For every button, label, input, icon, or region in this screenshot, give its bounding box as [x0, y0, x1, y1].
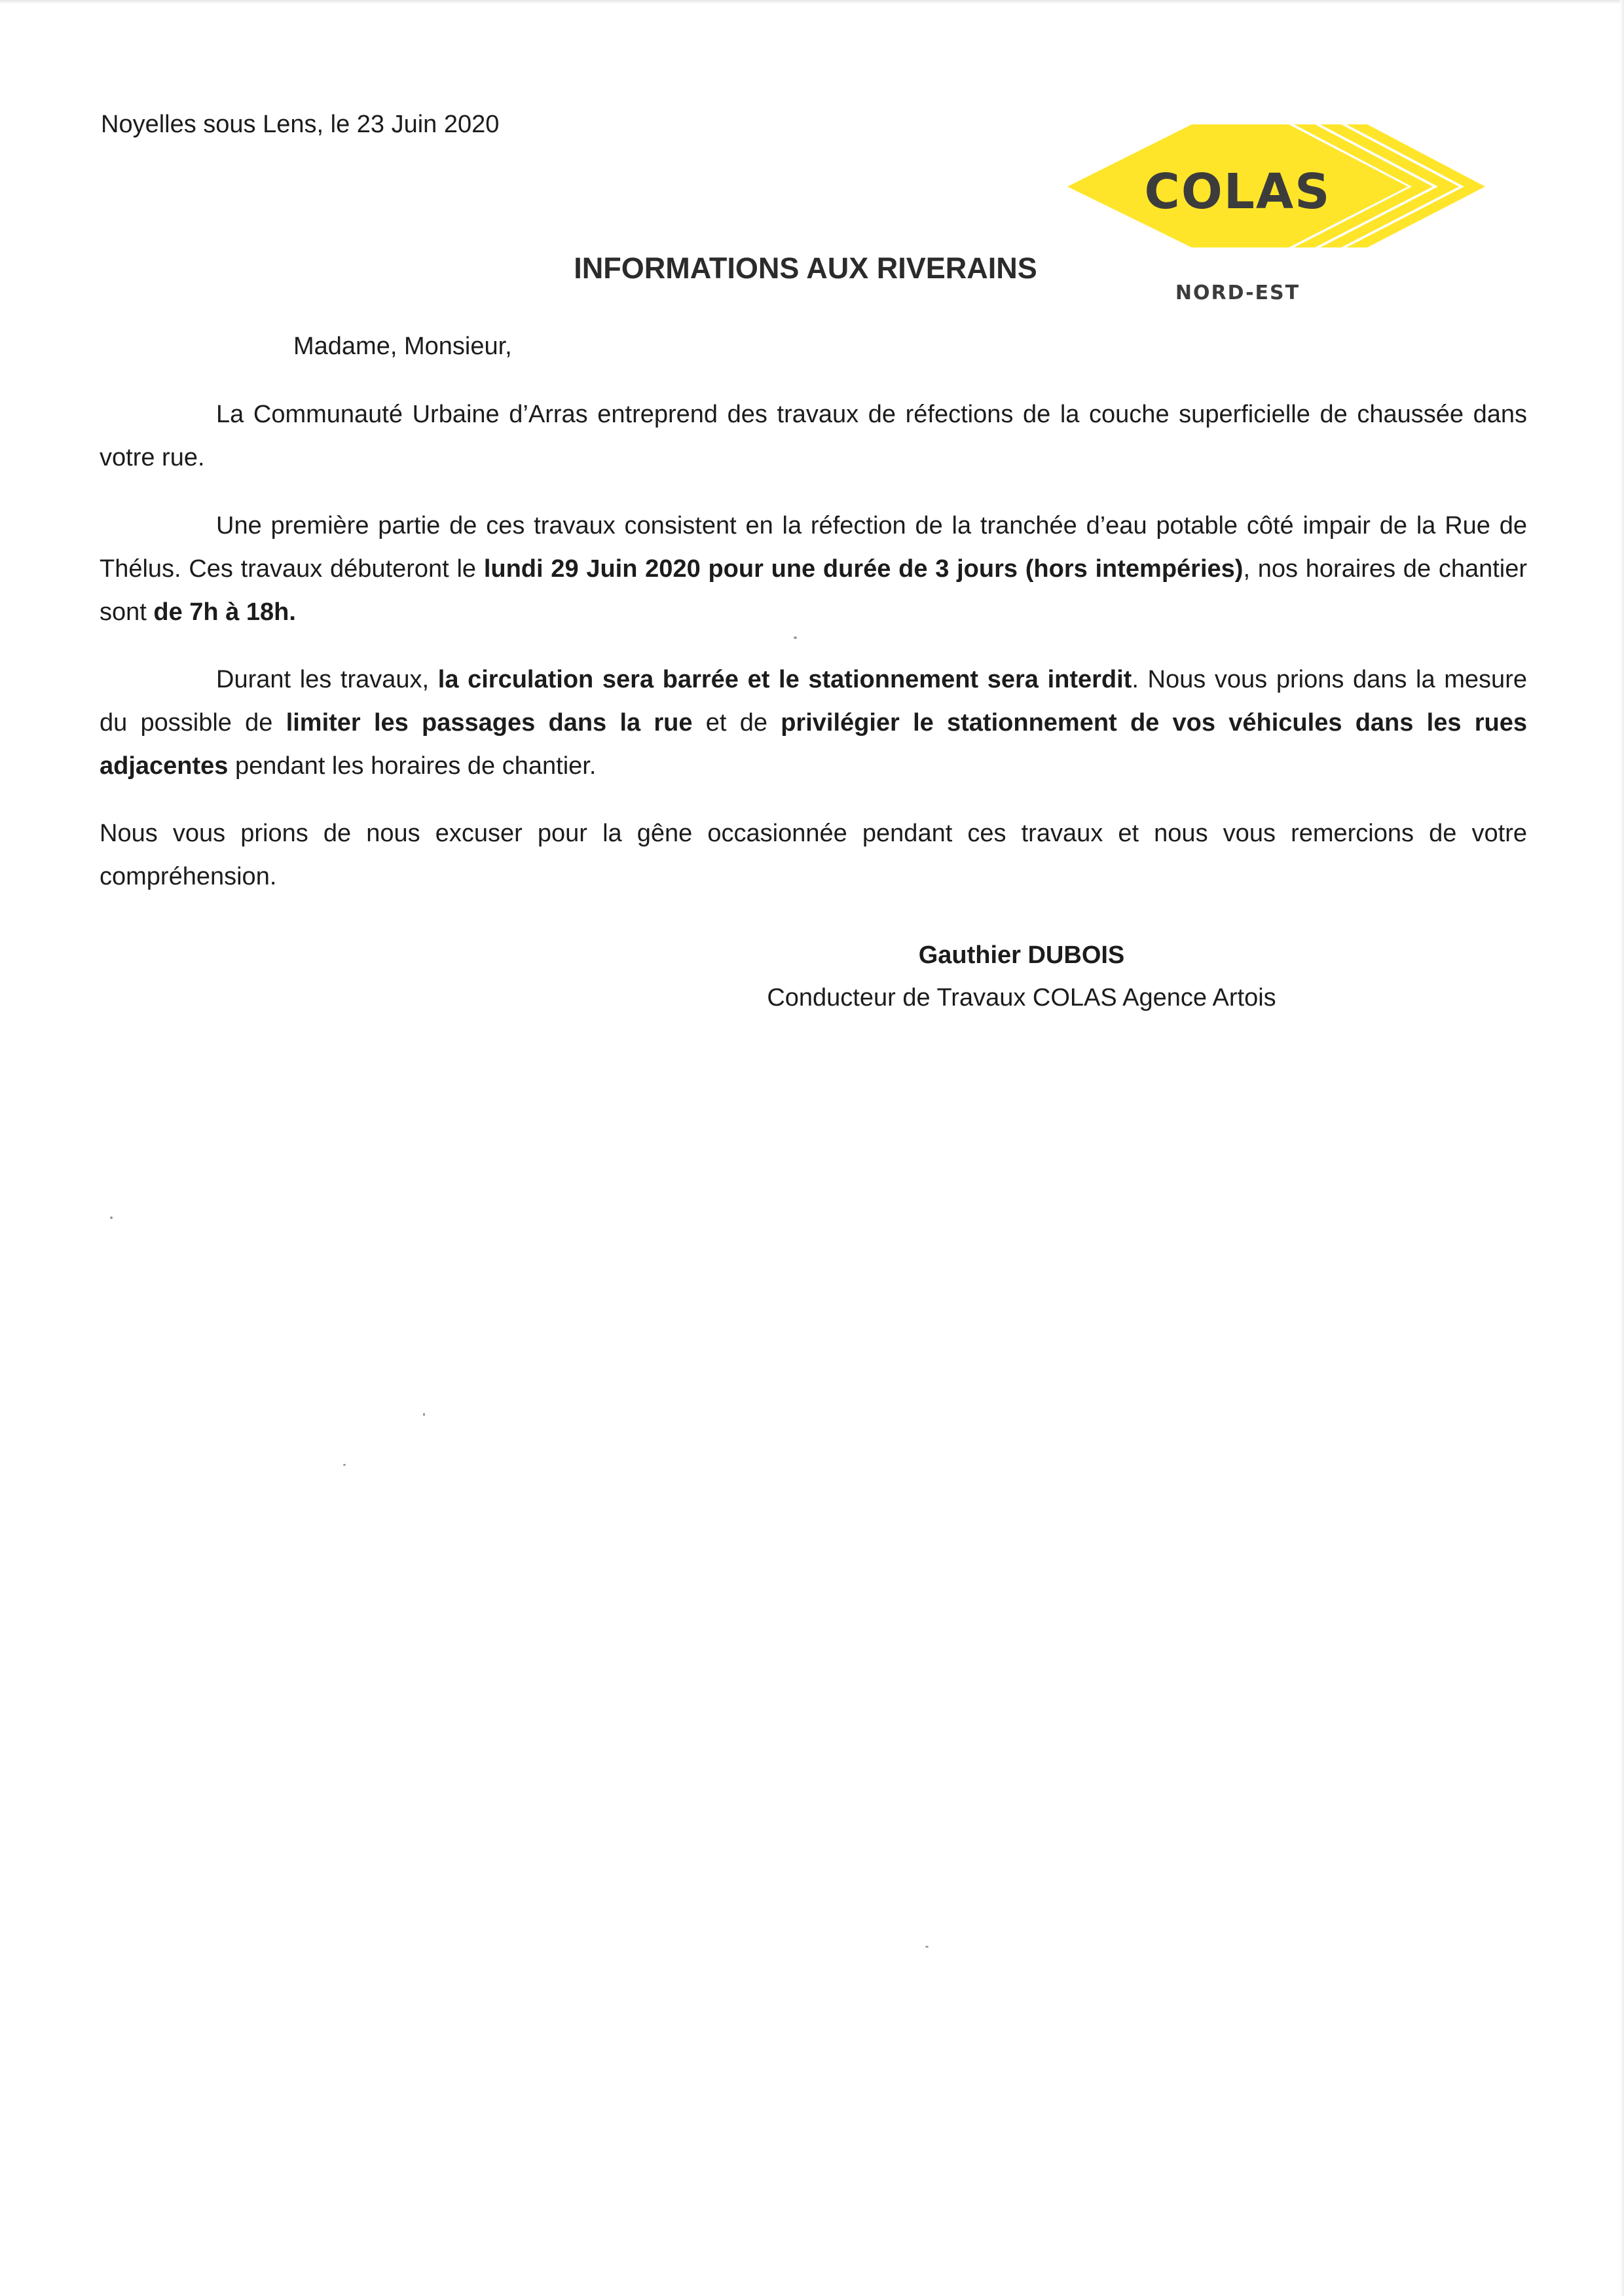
paragraph-2-part-c: , nos horaires de chantier sont: [100, 555, 1528, 626]
scan-edge-top: [0, 0, 1624, 4]
salutation: Madame, Monsieur,: [293, 333, 512, 360]
paragraph-4: [100, 812, 1527, 898]
logo-wordmark: COLAS: [1144, 164, 1331, 220]
paragraph-2-part-a: Une première partie de ces travaux consistent en la réfection de la tranchée d’eau potable côté impair de la Rue de Thélus. Ces travaux débuteront le: [100, 512, 1527, 583]
paragraph-3-part-a: Durant les travaux,: [216, 666, 438, 693]
paragraph-1: [100, 393, 1527, 479]
scan-speck: [343, 1464, 346, 1466]
scan-speck: [110, 1216, 113, 1219]
paragraph-3-part-e: et de: [692, 709, 781, 737]
paragraph-3-part-c: . Nous vous prions dans la mesure du possible de: [100, 666, 1527, 737]
paragraph-3: [100, 658, 1527, 788]
paragraph-2-work-hours: de 7h à 18h.: [153, 598, 296, 626]
scan-speck: [794, 636, 797, 639]
paragraph-3-traffic-notice: la circulation sera barrée et le stationnement sera interdit: [437, 666, 1132, 693]
place-date: Noyelles sous Lens, le 23 Juin 2020: [101, 111, 500, 138]
scan-speck: [925, 1946, 929, 1948]
paragraph-3-part-g: pendant les horaires de chantier.: [228, 752, 597, 780]
paragraph-2: [100, 504, 1527, 634]
paragraph-2-work-dates: lundi 29 Juin 2020 pour une durée de 3 jours (hors intempéries): [483, 555, 1244, 583]
scan-speck: [423, 1413, 425, 1416]
scan-edge-right: [1620, 0, 1624, 2296]
paragraph-1-text: La Communauté Urbaine d’Arras entreprend des travaux de réfections de la couche superficielle de chaussée dans votre rue.: [100, 401, 1527, 471]
signer-name: Gauthier DUBOIS: [918, 941, 1125, 969]
paragraph-4-text: Nous vous prions de nous excuser pour la gêne occasionnée pendant ces travaux et nous vous remercions de votre compréhension.: [100, 820, 1527, 890]
signer-role: Conducteur de Travaux COLAS Agence Artois: [767, 984, 1276, 1011]
paragraph-3-parking-advice: privilégier le stationnement de vos véhicules dans les rues adjacentes: [100, 709, 1527, 780]
logo-subtitle: NORD-EST: [1175, 282, 1301, 304]
paragraph-3-limit-passages: limiter les passages dans la rue: [286, 709, 693, 737]
letter-title: INFORMATIONS AUX RIVERAINS: [574, 251, 1037, 285]
